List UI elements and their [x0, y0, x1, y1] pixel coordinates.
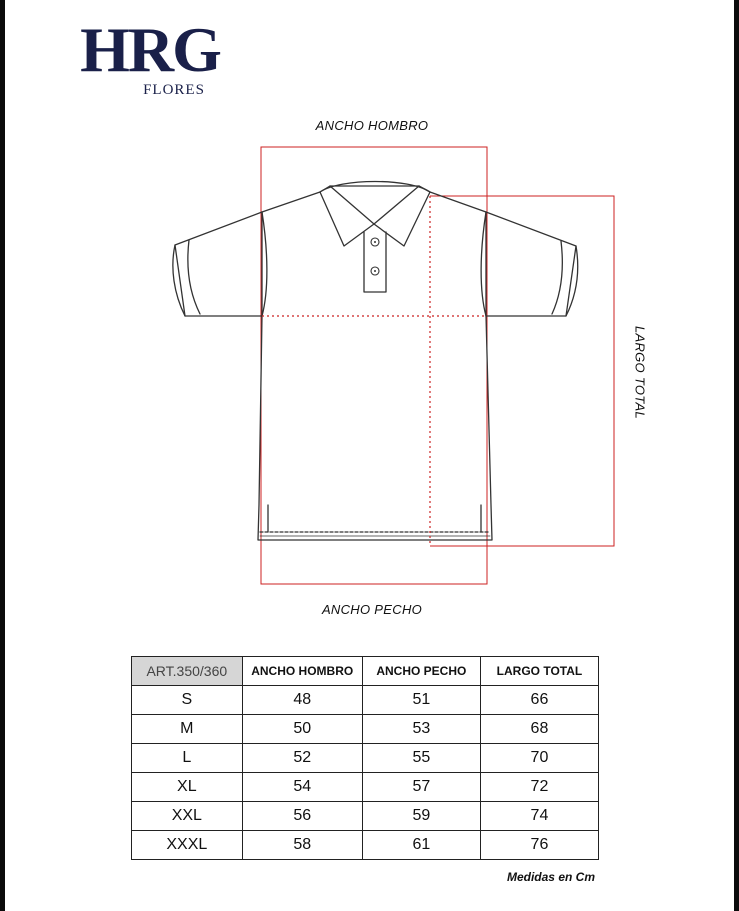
brand-subname: FLORES	[143, 82, 205, 98]
total-length-label: LARGO TOTAL	[632, 325, 648, 420]
length-cell: 68	[480, 715, 598, 744]
table-row	[132, 686, 599, 715]
length-cell: 76	[480, 831, 598, 860]
chest-cell: 59	[362, 802, 480, 831]
size-table-header	[132, 657, 599, 686]
table-row	[132, 744, 599, 773]
shoulder-header: ANCHO HOMBRO	[242, 657, 362, 686]
chest-cell: 61	[362, 831, 480, 860]
length-header: LARGO TOTAL	[480, 657, 598, 686]
table-row	[132, 831, 599, 860]
chest-width-label: ANCHO PECHO	[321, 602, 423, 617]
chest-cell: 53	[362, 715, 480, 744]
length-cell: 72	[480, 773, 598, 802]
size-table	[131, 656, 599, 860]
length-cell: 70	[480, 744, 598, 773]
article-header: ART.350/360	[132, 657, 243, 686]
length-cell: 66	[480, 686, 598, 715]
length-cell: 74	[480, 802, 598, 831]
shoulder-cell: 54	[242, 773, 362, 802]
shoulder-cell: 56	[242, 802, 362, 831]
shoulder-cell: 58	[242, 831, 362, 860]
shirt-outline	[173, 182, 578, 541]
size-cell: XXXL	[132, 831, 243, 860]
shoulder-width-label: ANCHO HOMBRO	[315, 118, 429, 133]
length-measure-bracket	[430, 196, 614, 546]
units-note: Medidas en Cm	[506, 870, 595, 884]
table-row	[132, 802, 599, 831]
shoulder-cell: 50	[242, 715, 362, 744]
shoulder-chest-measure-box	[261, 147, 487, 584]
shoulder-cell: 52	[242, 744, 362, 773]
table-row	[132, 715, 599, 744]
chest-cell: 55	[362, 744, 480, 773]
size-cell: S	[132, 686, 243, 715]
chest-header: ANCHO PECHO	[362, 657, 480, 686]
chest-cell: 51	[362, 686, 480, 715]
size-cell: XL	[132, 773, 243, 802]
size-cell: M	[132, 715, 243, 744]
size-cell: L	[132, 744, 243, 773]
table-row	[132, 773, 599, 802]
brand-name: HRG	[80, 14, 220, 85]
shoulder-cell: 48	[242, 686, 362, 715]
size-cell: XXL	[132, 802, 243, 831]
chest-cell: 57	[362, 773, 480, 802]
